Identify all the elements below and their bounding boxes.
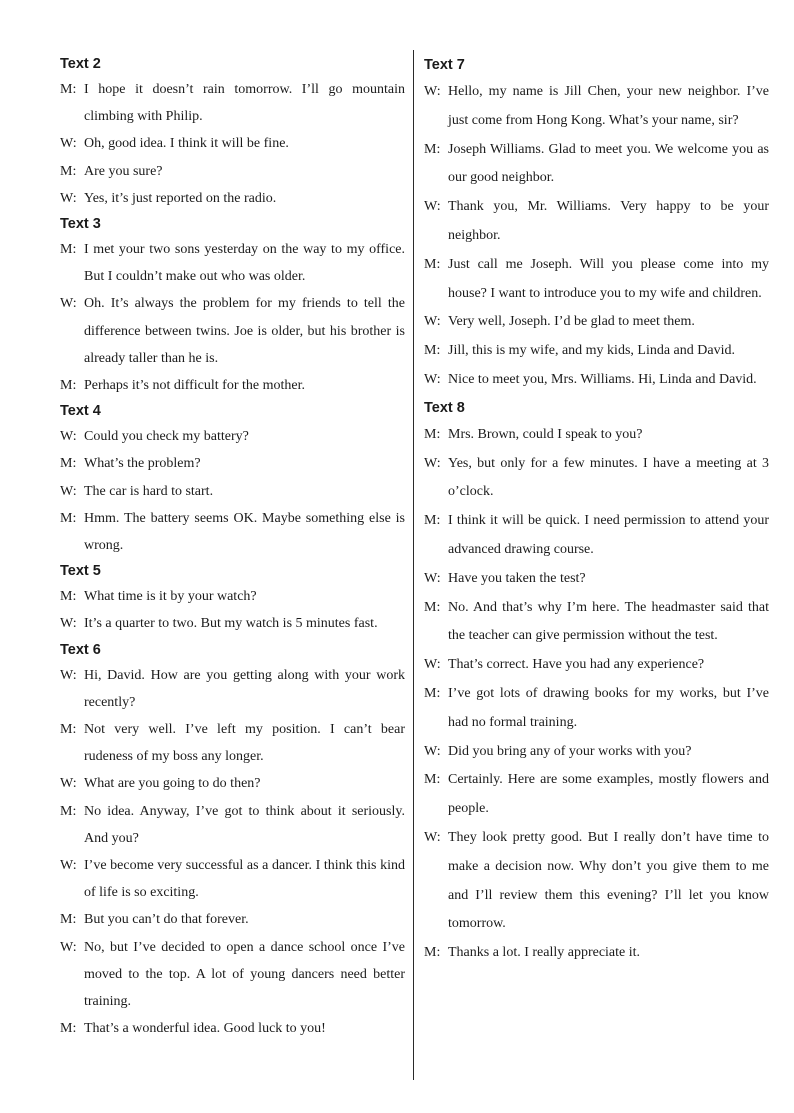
dialogue-line [60, 934, 405, 1016]
utterance-text: Hmm. The battery seems OK. Maybe something else is wrong. [84, 510, 405, 554]
speaker-label: M: [424, 141, 441, 157]
utterance-text: No. And that’s why I’m here. The headmaster said that the teacher can give permission without the test. [448, 599, 769, 644]
utterance-text: Yes, but only for a few minutes. I have a meeting at 3 o’clock. [448, 455, 769, 500]
utterance-text: Could you check my battery? [84, 429, 249, 445]
utterance-text: It’s a quarter to two. But my watch is 5 minutes fast. [84, 616, 378, 632]
dialogue-line [60, 716, 405, 770]
dialogue-line [424, 193, 769, 251]
dialogue-line [424, 939, 769, 968]
dialogue-line [60, 610, 405, 637]
utterance-text: Oh. It’s always the problem for my friends to tell the difference between twins. Joe is older, but his brother is already taller than he is. [84, 296, 405, 366]
utterance-text: Nice to meet you, Mrs. Williams. Hi, Linda and David. [448, 371, 757, 387]
speaker-label: M: [60, 456, 77, 472]
dialogue-line [424, 824, 769, 939]
speaker-label: W: [60, 616, 77, 632]
dialogue-line [60, 505, 405, 559]
utterance-text: What’s the problem? [84, 456, 201, 472]
dialogue-line [424, 565, 769, 594]
utterance-text: Hi, David. How are you getting along with your work recently? [84, 667, 405, 710]
speaker-label: M: [60, 722, 77, 738]
utterance-text: Thank you, Mr. Williams. Very happy to be your neighbor. [448, 199, 769, 243]
speaker-label: M: [424, 945, 441, 961]
speaker-label: M: [60, 378, 77, 394]
dialogue-line [60, 76, 405, 130]
utterance-text: Mrs. Brown, could I speak to you? [448, 426, 643, 442]
dialogue-line [424, 421, 769, 450]
speaker-label: W: [60, 483, 77, 499]
dialogue-line [424, 337, 769, 366]
speaker-label: M: [60, 510, 77, 526]
dialogue-line [424, 766, 769, 824]
dialogue-line [60, 290, 405, 372]
speaker-label: W: [60, 136, 77, 152]
speaker-label: W: [60, 939, 77, 955]
utterance-text: Perhaps it’s not difficult for the mother. [84, 378, 305, 394]
dialogue-line [60, 158, 405, 185]
dialogue-line [60, 798, 405, 852]
right-column [424, 52, 769, 968]
speaker-label: W: [60, 429, 77, 445]
dialogue-line [60, 185, 405, 212]
speaker-label: W: [424, 455, 441, 471]
utterance-text: But you can’t do that forever. [84, 912, 249, 928]
speaker-label: M: [424, 426, 441, 442]
utterance-text: Thanks a lot. I really appreciate it. [448, 945, 641, 961]
speaker-label: M: [424, 599, 441, 615]
left-column [60, 52, 405, 1043]
dialogue-line [424, 507, 769, 565]
speaker-label: M: [424, 685, 441, 701]
speaker-label: M: [60, 589, 77, 605]
speaker-label: M: [60, 242, 77, 258]
speaker-label: W: [424, 829, 441, 845]
utterance-text: The car is hard to start. [84, 483, 214, 499]
speaker-label: M: [424, 343, 441, 359]
dialogue-section [60, 638, 405, 1043]
utterance-text: Jill, this is my wife, and my kids, Linda and David. [448, 343, 735, 359]
utterance-text: What are you going to do then? [84, 776, 261, 792]
speaker-label: W: [424, 371, 441, 387]
speaker-label: M: [60, 912, 77, 928]
dialogue-section [424, 52, 769, 395]
dialogue-line [60, 852, 405, 906]
dialogue-section [60, 212, 405, 399]
utterance-text: Oh, good idea. I think it will be fine. [84, 136, 289, 152]
speaker-label: M: [424, 513, 441, 529]
dialogue-line [60, 662, 405, 716]
speaker-label: M: [424, 772, 441, 788]
utterance-text: I’ve got lots of drawing books for my works, but I’ve had no formal training. [448, 685, 769, 730]
dialogue-section [424, 395, 769, 968]
utterance-text: I hope it doesn’t rain tomorrow. I’ll go mountain climbing with Philip. [84, 82, 405, 125]
dialogue-section [60, 399, 405, 559]
dialogue-line [424, 366, 769, 395]
speaker-label: M: [60, 82, 77, 97]
dialogue-line [424, 78, 769, 136]
dialogue-section [60, 559, 405, 637]
column-divider [413, 50, 414, 1080]
dialogue-line [424, 136, 769, 194]
utterance-text: I think it will be quick. I need permission to attend your advanced drawing course. [448, 513, 769, 557]
utterance-text: I met your two sons yesterday on the way to my office. But I couldn’t make out who was older. [84, 242, 405, 285]
dialogue-line [424, 738, 769, 767]
section-title: Text 3 [60, 216, 101, 233]
speaker-label: W: [424, 570, 441, 586]
section-title: Text 6 [60, 641, 101, 658]
speaker-label: W: [60, 776, 77, 792]
utterance-text: They look pretty good. But I really don’t have time to make a decision now. Why don’t you give them to me and I’ll review them this evening? I’ll let you know tomorrow. [448, 829, 769, 932]
utterance-text: No idea. Anyway, I’ve got to think about it seriously. And you? [84, 803, 405, 846]
utterance-text: Just call me Joseph. Will you please come into my house? I want to introduce you to my wife and children. [448, 256, 769, 301]
speaker-label: M: [60, 1021, 77, 1037]
utterance-text: Are you sure? [84, 163, 163, 179]
section-title: Text 4 [60, 403, 101, 420]
dialogue-line [424, 308, 769, 337]
dialogue-line [60, 236, 405, 290]
dialogue-line [60, 372, 405, 399]
utterance-text: What time is it by your watch? [84, 589, 257, 605]
utterance-text: Very well, Joseph. I’d be glad to meet them. [448, 314, 695, 330]
section-title: Text 8 [424, 399, 465, 416]
dialogue-line [60, 1015, 405, 1042]
dialogue-line [424, 450, 769, 508]
dialogue-line [424, 680, 769, 738]
utterance-text: That’s correct. Have you had any experience? [448, 657, 705, 673]
speaker-label: W: [60, 296, 77, 312]
dialogue-line [424, 651, 769, 680]
speaker-label: W: [60, 858, 77, 874]
dialogue-line [424, 594, 769, 652]
section-title: Text 7 [424, 57, 465, 73]
speaker-label: W: [424, 314, 441, 330]
dialogue-line [60, 423, 405, 450]
dialogue-line [60, 130, 405, 157]
speaker-label: M: [424, 256, 441, 272]
dialogue-line [60, 583, 405, 610]
utterance-text: Hello, my name is Jill Chen, your new neighbor. I’ve just come from Hong Kong. What’s your name, sir? [448, 84, 769, 128]
speaker-label: W: [424, 657, 441, 673]
dialogue-line [60, 906, 405, 933]
dialogue-line [60, 770, 405, 797]
section-title: Text 5 [60, 563, 101, 580]
dialogue-line [60, 478, 405, 505]
utterance-text: Joseph Williams. Glad to meet you. We welcome you as our good neighbor. [448, 141, 769, 186]
speaker-label: M: [60, 163, 77, 179]
section-title: Text 2 [60, 56, 101, 72]
utterance-text: That’s a wonderful idea. Good luck to you! [84, 1021, 326, 1037]
utterance-text: No, but I’ve decided to open a dance school once I’ve moved to the top. A lot of young dancers need better training. [84, 939, 405, 1010]
speaker-label: W: [424, 743, 441, 759]
speaker-label: W: [60, 667, 77, 683]
speaker-label: M: [60, 803, 77, 819]
utterance-text: Not very well. I’ve left my position. I can’t bear rudeness of my boss any longer. [84, 722, 405, 765]
utterance-text: Certainly. Here are some examples, mostly flowers and people. [448, 772, 769, 817]
utterance-text: Have you taken the test? [448, 570, 586, 586]
dialogue-section [60, 52, 405, 212]
utterance-text: Yes, it’s just reported on the radio. [84, 190, 277, 206]
utterance-text: Did you bring any of your works with you? [448, 743, 692, 759]
speaker-label: W: [424, 199, 441, 215]
speaker-label: W: [60, 190, 77, 206]
utterance-text: I’ve become very successful as a dancer. I think this kind of life is so exciting. [84, 858, 405, 901]
dialogue-line [424, 251, 769, 309]
dialogue-line [60, 450, 405, 477]
speaker-label: W: [424, 84, 441, 99]
